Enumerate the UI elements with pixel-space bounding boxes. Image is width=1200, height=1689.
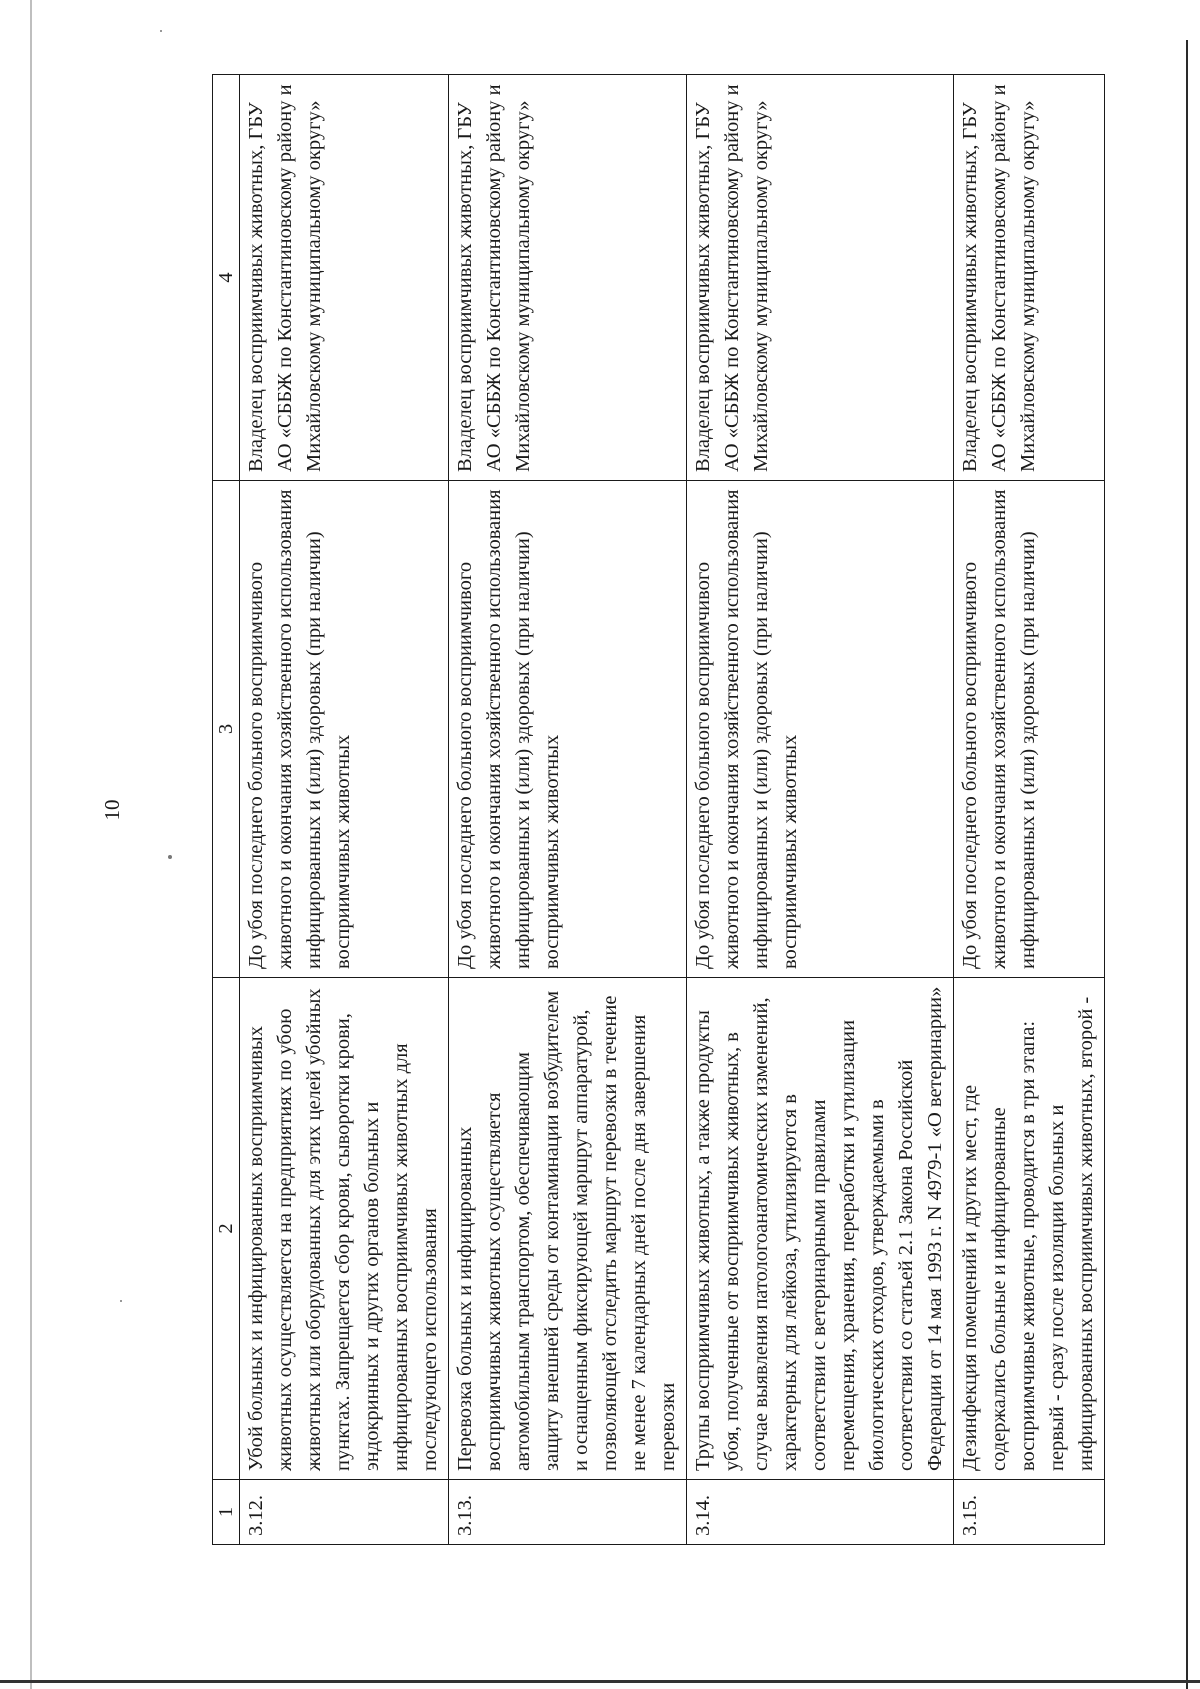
table-row bbox=[954, 75, 1105, 1545]
row-number: 3.12. bbox=[240, 1480, 449, 1545]
term-cell: До убоя последнего больного восприимчивого животного и окончания хозяйственного использования инфицированных и (или) здоровых (при наличии) восприимчивых животных bbox=[687, 481, 954, 978]
table-row bbox=[240, 75, 449, 1545]
table-header-row bbox=[213, 75, 240, 1545]
term-cell: До убоя последнего больного восприимчивого животного и окончания хозяйственного использования инфицированных и (или) здоровых (при наличии) bbox=[954, 481, 1105, 978]
responsible-cell: Владелец восприимчивых животных, ГБУ АО «СББЖ по Константиновскому району и Михайловскому муниципальному округу» bbox=[687, 75, 954, 481]
scan-speck bbox=[160, 30, 162, 32]
measures-table bbox=[212, 74, 1105, 1545]
scan-bottom-edge bbox=[0, 1680, 1200, 1683]
row-number: 3.15. bbox=[954, 1480, 1105, 1545]
responsible-cell: Владелец восприимчивых животных, ГБУ АО «СББЖ по Константиновскому району и Михайловскому муниципальному округу» bbox=[240, 75, 449, 481]
page-number: 10 bbox=[100, 799, 124, 821]
row-number: 3.14. bbox=[687, 1480, 954, 1545]
scan-left-edge bbox=[30, 0, 32, 1689]
responsible-cell: Владелец восприимчивых животных, ГБУ АО «СББЖ по Константиновскому району и Михайловскому муниципальному округу» bbox=[954, 75, 1105, 481]
measure-cell: Перевозка больных и инфицированных восприимчивых животных осуществляется автомобильным транспортом, обеспечивающим защиту внешней среды от контаминации возбудителем и оснащенным фиксирующей маршрут аппаратурой, позволяющей отследить маршрут перевозки в течение не менее 7 календарных дней после дня завершения перевозки bbox=[449, 978, 687, 1480]
row-number: 3.13. bbox=[449, 1480, 687, 1545]
column-header: 4 bbox=[213, 75, 240, 481]
table-row bbox=[687, 75, 954, 1545]
measure-cell: Убой больных и инфицированных восприимчивых животных осуществляется на предприятиях по убою животных или оборудованных для этих целей убойных пунктах. Запрещается сбор крови, сыворотки крови, эндокринных и других органов больных и инфицированных восприимчивых животных для последующего использования bbox=[240, 978, 449, 1480]
measure-cell: Дезинфекция помещений и других мест, где содержались больные и инфицированные восприимчивые животные, проводится в три этапа: первый - сразу после изоляции больных и инфицированных восприимчивых животных, второй - bbox=[954, 978, 1105, 1480]
column-header: 3 bbox=[213, 481, 240, 978]
column-header: 1 bbox=[213, 1480, 240, 1545]
term-cell: До убоя последнего больного восприимчивого животного и окончания хозяйственного использования инфицированных и (или) здоровых (при наличии) восприимчивых животных bbox=[449, 481, 687, 978]
rotated-sheet bbox=[100, 75, 1097, 1545]
column-header: 2 bbox=[213, 978, 240, 1480]
table-row bbox=[449, 75, 687, 1545]
term-cell: До убоя последнего больного восприимчивого животного и окончания хозяйственного использования инфицированных и (или) здоровых (при наличии) восприимчивых животных bbox=[240, 481, 449, 978]
measure-cell: Трупы восприимчивых животных, а также продукты убоя, полученные от восприимчивых животных, в случае выявления патологоанатомических изменений, характерных для лейкоза, утилизируются в соответствии с ветеринарными правилами перемещения, хранения, переработки и утилизации биологических отходов, утверждаемыми в соответствии со статьей 2.1 Закона Российской Федерации от 14 мая 1993 г. N 4979-1 «О ветеринарии» bbox=[687, 978, 954, 1480]
responsible-cell: Владелец восприимчивых животных, ГБУ АО «СББЖ по Константиновскому району и Михайловскому муниципальному округу» bbox=[449, 75, 687, 481]
scan-right-edge bbox=[1186, 40, 1188, 1689]
